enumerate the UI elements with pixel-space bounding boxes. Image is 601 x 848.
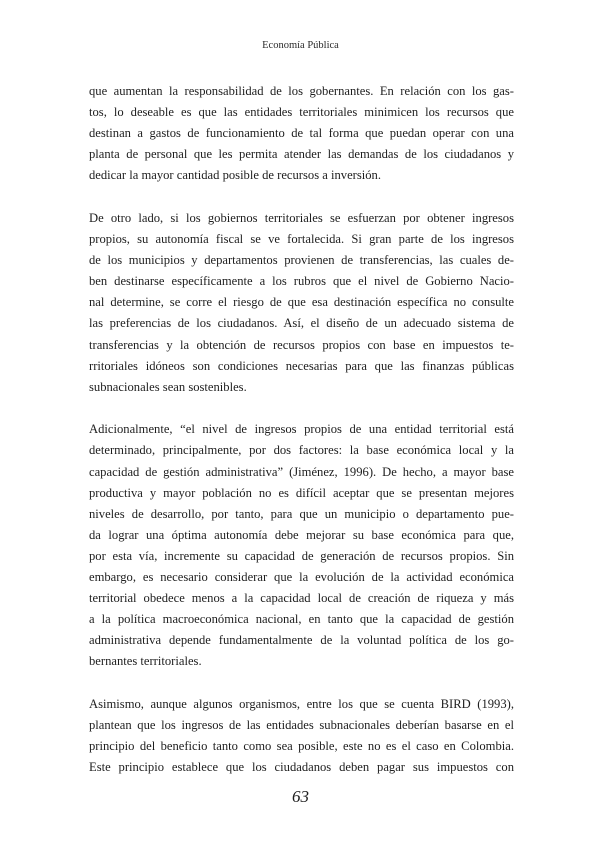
text-line: capacidad de gestión administrativa” (Jiménez, 1996). De hecho, a mayor base (89, 464, 514, 479)
paragraph (89, 81, 514, 186)
text-line: bernantes territoriales. (89, 654, 202, 669)
text-line: principio del beneficio tanto como sea posible, este no es el caso en Colombia. (89, 739, 514, 754)
text-line: que aumentan la responsabilidad de los gobernantes. En relación con los gas- (89, 84, 514, 98)
text-line: transferencias y la obtención de recursos propios con base en impuestos te- (89, 337, 514, 352)
text-line: dedicar la mayor cantidad posible de recursos a inversión. (89, 168, 381, 183)
page-number: 63 (292, 787, 309, 806)
text-line: por esta vía, incremente su capacidad de generación de recursos propios. Sin (89, 548, 514, 563)
text-line: da lograr una óptima autonomía debe mejorar su base económica para que, (89, 527, 514, 542)
paragraph (89, 419, 514, 672)
text-line: planta de personal que les permita atender las demandas de los ciudadanos y (89, 147, 514, 162)
paragraph-gap (89, 398, 514, 420)
paragraph (89, 208, 514, 398)
text-line: administrativa depende fundamentalmente de la voluntad política de los go- (89, 633, 514, 648)
text-line: de los municipios y departamentos provienen de transferencias, las cuales de- (89, 253, 514, 268)
text-line: Asimismo, aunque algunos organismos, entre los que se cuenta BIRD (1993), (89, 696, 514, 711)
text-line: Este principio establece que los ciudadanos deben pagar sus impuestos con (89, 760, 514, 775)
text-line: nal determine, se corre el riesgo de que esa destinación específica no consulte (89, 295, 514, 310)
text-line: determinado, principalmente, por dos factores: la base económica local y la (89, 443, 514, 458)
text-line: destinan a gastos de funcionamiento de tal forma que puedan operar con una (89, 126, 514, 141)
body-text (89, 81, 514, 778)
text-line: ben destinarse específicamente a los rubros que el nivel de Gobierno Nacio- (89, 274, 514, 289)
text-line: a la política macroeconómica nacional, en tanto que la capacidad de gestión (89, 612, 514, 627)
running-header: Economía Pública (262, 40, 339, 51)
text-line: niveles de desarrollo, por tanto, para que un municipio o departamento pue- (89, 506, 514, 521)
text-line: tos, lo deseable es que las entidades territoriales minimicen los recursos que (89, 105, 514, 120)
text-line: plantean que los ingresos de las entidades subnacionales deberían basarse en el (89, 718, 514, 733)
text-line: territorial obedece menos a la capacidad local de creación de riqueza y más (89, 591, 514, 606)
text-line: De otro lado, si los gobiernos territoriales se esfuerzan por obtener ingresos (89, 210, 514, 225)
text-line: las preferencias de los ciudadanos. Así, el diseño de un adecuado sistema de (89, 316, 514, 331)
paragraph-gap (89, 186, 514, 208)
text-line: productiva y mayor población no es difícil aceptar que se presentan mejores (89, 485, 514, 500)
text-line: embargo, es necesario considerar que la evolución de la actividad económica (89, 569, 514, 584)
paragraph (89, 694, 514, 778)
text-line: rritoriales idóneos son condiciones necesarias para que las finanzas públicas (89, 358, 514, 373)
text-line: subnacionales sean sostenibles. (89, 379, 247, 394)
paragraph-gap (89, 672, 514, 694)
text-line: Adicionalmente, “el nivel de ingresos propios de una entidad territorial está (89, 422, 514, 437)
text-line: propios, su autonomía fiscal se ve fortalecida. Si gran parte de los ingresos (89, 232, 514, 247)
